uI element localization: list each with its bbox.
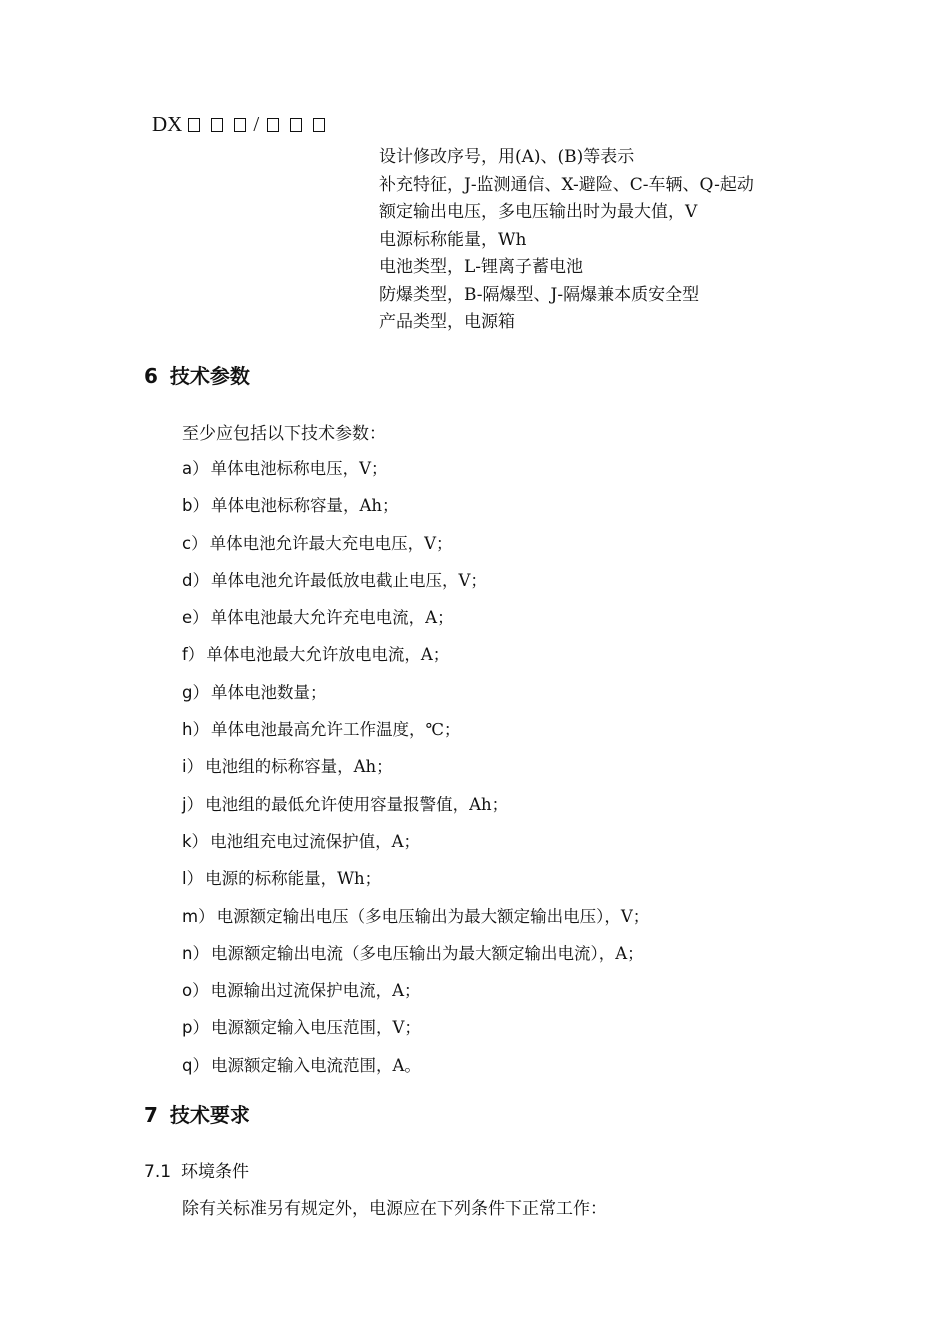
legend-item: 产品类型，电源箱 <box>379 312 515 332</box>
legend-item: 设计修改序号，用(A)、(B)等表示 <box>379 147 635 167</box>
item-text: 电源额定输出电压（多电压输出为最大额定输出电压），V； <box>216 906 650 926</box>
model-code <box>152 112 336 137</box>
item-text: 单体电池最高允许工作温度，℃； <box>210 720 461 740</box>
legend-item: 电池类型，L-锂离子蓄电池 <box>379 257 584 277</box>
item-text: 电源的标称能量，Wh； <box>205 869 382 889</box>
item-label: o） <box>182 981 209 1001</box>
section-number: 7 <box>144 1103 158 1127</box>
list-item <box>182 493 649 530</box>
item-label: h） <box>182 720 209 740</box>
legend-item: 防爆类型，B-隔爆型、J-隔爆兼本质安全型 <box>379 284 700 305</box>
item-label: c） <box>182 533 208 553</box>
model-code-box <box>313 118 325 132</box>
list-item <box>182 978 649 1015</box>
model-code-box <box>211 118 223 132</box>
section-6-heading <box>144 360 250 389</box>
item-label: n） <box>182 943 209 963</box>
section-7-paragraph: 除有关标准另有规定外，电源应在下列条件下正常工作： <box>182 1199 607 1219</box>
list-item <box>182 605 649 642</box>
list-item <box>182 642 649 679</box>
model-code-legend <box>379 144 754 337</box>
item-text: 电池组的最低允许使用容量报警值，Ah； <box>205 794 509 814</box>
subsection-title: 环境条件 <box>181 1162 250 1182</box>
item-text: 电源额定输出电流（多电压输出为最大额定输出电流），A； <box>210 943 644 963</box>
section-7-heading <box>144 1099 250 1128</box>
list-item <box>182 866 649 903</box>
item-text: 电源额定输入电压范围，V； <box>210 1018 421 1038</box>
list-item <box>182 754 649 791</box>
item-text: 电源额定输入电流范围，A。 <box>210 1055 421 1075</box>
item-label: a） <box>182 459 209 478</box>
model-code-box <box>290 118 302 132</box>
item-label: d） <box>182 570 209 590</box>
section-6-intro: 至少应包括以下技术参数： <box>182 424 386 444</box>
list-item <box>182 941 649 978</box>
list-item <box>182 1015 649 1052</box>
item-label: k） <box>182 831 209 851</box>
section-title: 技术参数 <box>169 364 250 388</box>
list-item <box>182 456 649 493</box>
item-label: f） <box>182 645 205 665</box>
model-code-separator: / <box>253 112 260 136</box>
legend-item: 电源标称能量，Wh <box>379 229 527 250</box>
item-text: 单体电池标称容量，Ah； <box>210 496 399 516</box>
model-code-box <box>234 118 246 132</box>
item-label: b） <box>182 496 209 516</box>
list-item <box>182 1053 649 1090</box>
item-text: 单体电池最大允许充电电流，A； <box>210 608 454 628</box>
legend-item: 额定输出电压，多电压输出时为最大值，V <box>379 202 698 222</box>
list-item <box>182 904 649 941</box>
item-label: j） <box>182 794 204 814</box>
item-text: 电源输出过流保护电流，A； <box>210 981 421 1001</box>
section-number: 6 <box>144 364 158 388</box>
list-item <box>182 717 649 754</box>
list-item <box>182 829 649 866</box>
item-label: i） <box>182 757 204 777</box>
item-label: p） <box>182 1018 209 1038</box>
item-text: 单体电池数量； <box>210 682 327 702</box>
list-item <box>182 568 649 605</box>
model-code-box <box>188 118 200 132</box>
item-text: 电池组的标称容量，Ah； <box>205 757 393 777</box>
item-text: 电池组充电过流保护值，A； <box>210 831 420 851</box>
subsection-7-1-heading <box>144 1157 249 1182</box>
parameter-list <box>182 456 649 1090</box>
item-text: 单体电池允许最低放电截止电压，V； <box>210 570 487 590</box>
item-label: e） <box>182 608 209 628</box>
section-title: 技术要求 <box>169 1103 250 1127</box>
item-text: 单体电池标称电压，V； <box>210 459 388 478</box>
item-label: g） <box>182 682 209 702</box>
item-label: q） <box>182 1055 209 1075</box>
item-text: 单体电池允许最大充电电压，V； <box>209 533 453 553</box>
legend-item: 补充特征，J-监测通信、X-避险、C-车辆、Q-起动 <box>379 174 754 195</box>
subsection-number: 7.1 <box>144 1162 172 1182</box>
item-label: m） <box>182 906 215 926</box>
item-text: 单体电池最大允许放电电流，A； <box>206 645 450 665</box>
list-item <box>182 792 649 829</box>
list-item <box>182 680 649 717</box>
model-code-prefix: DX <box>152 112 183 136</box>
item-label: l） <box>182 869 204 889</box>
list-item <box>182 531 649 568</box>
model-code-box <box>267 118 279 132</box>
